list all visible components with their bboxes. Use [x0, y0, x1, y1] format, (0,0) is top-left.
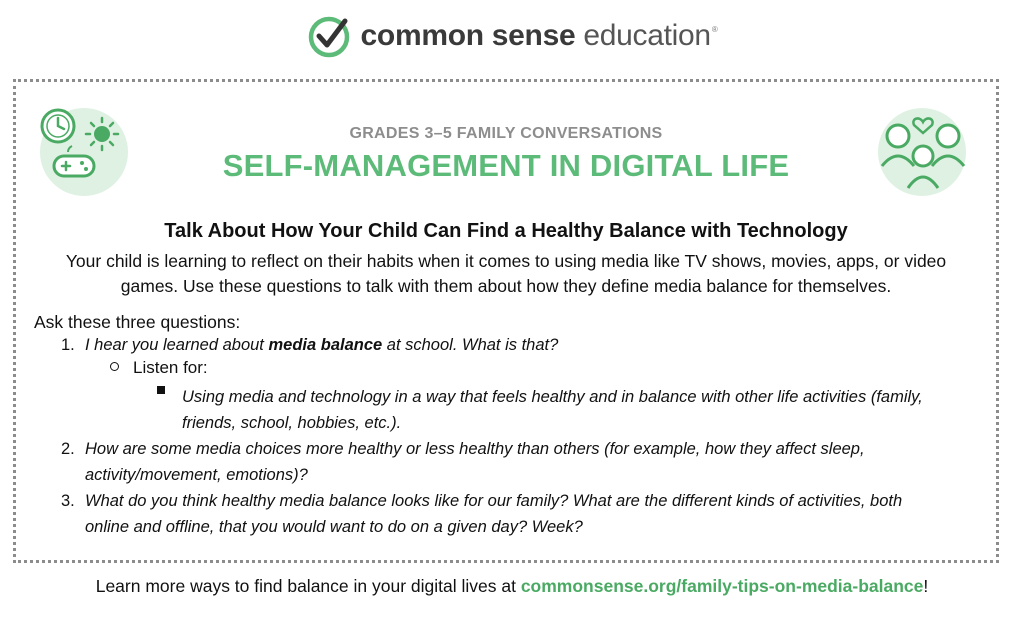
checkmark-circle-icon [307, 14, 351, 58]
question-3: 3. What do you think healthy media balance looks like for our family? What are the different kinds of activities, both online and offline, that you would want to do on a given day? Week? [61, 492, 903, 536]
ask-label: Ask these three questions: [34, 312, 241, 332]
listen-for-item: Listen for: [110, 358, 208, 378]
question-1: 1. I hear you learned about media balance at school. What is that? [61, 336, 559, 354]
logo-wordmark: common sense education® [360, 19, 718, 52]
circle-bullet-icon [110, 362, 119, 371]
intro-paragraph: Your child is learning to reflect on their habits when it comes to using media like TV shows, movies, apps, or video games. Use these questions to talk with them about how they define media balance for themselves. [65, 251, 947, 296]
grade-kicker: GRADES 3–5 FAMILY CONVERSATIONS [349, 125, 663, 142]
page-title: SELF-MANAGEMENT IN DIGITAL LIFE [222, 148, 790, 183]
conversation-card [13, 79, 999, 563]
listen-for-answer: Using media and technology in a way that feels healthy and in balance with other life activities (family, friends, school, hobbies, etc.). [182, 388, 923, 432]
logo [0, 12, 1024, 60]
footer-line: Learn more ways to find balance in your digital lives at commonsense.org/family-tips-on-media-balance! [95, 576, 929, 596]
media-balance-link[interactable]: commonsense.org/family-tips-on-media-balance [520, 576, 924, 596]
question-2: 2. How are some media choices more healthy or less healthy than others (for example, how they affect sleep, activity/movement, emotions)? [61, 440, 865, 484]
square-bullet-icon [157, 386, 177, 394]
section-heading: Talk About How Your Child Can Find a Healthy Balance with Technology [164, 220, 848, 242]
